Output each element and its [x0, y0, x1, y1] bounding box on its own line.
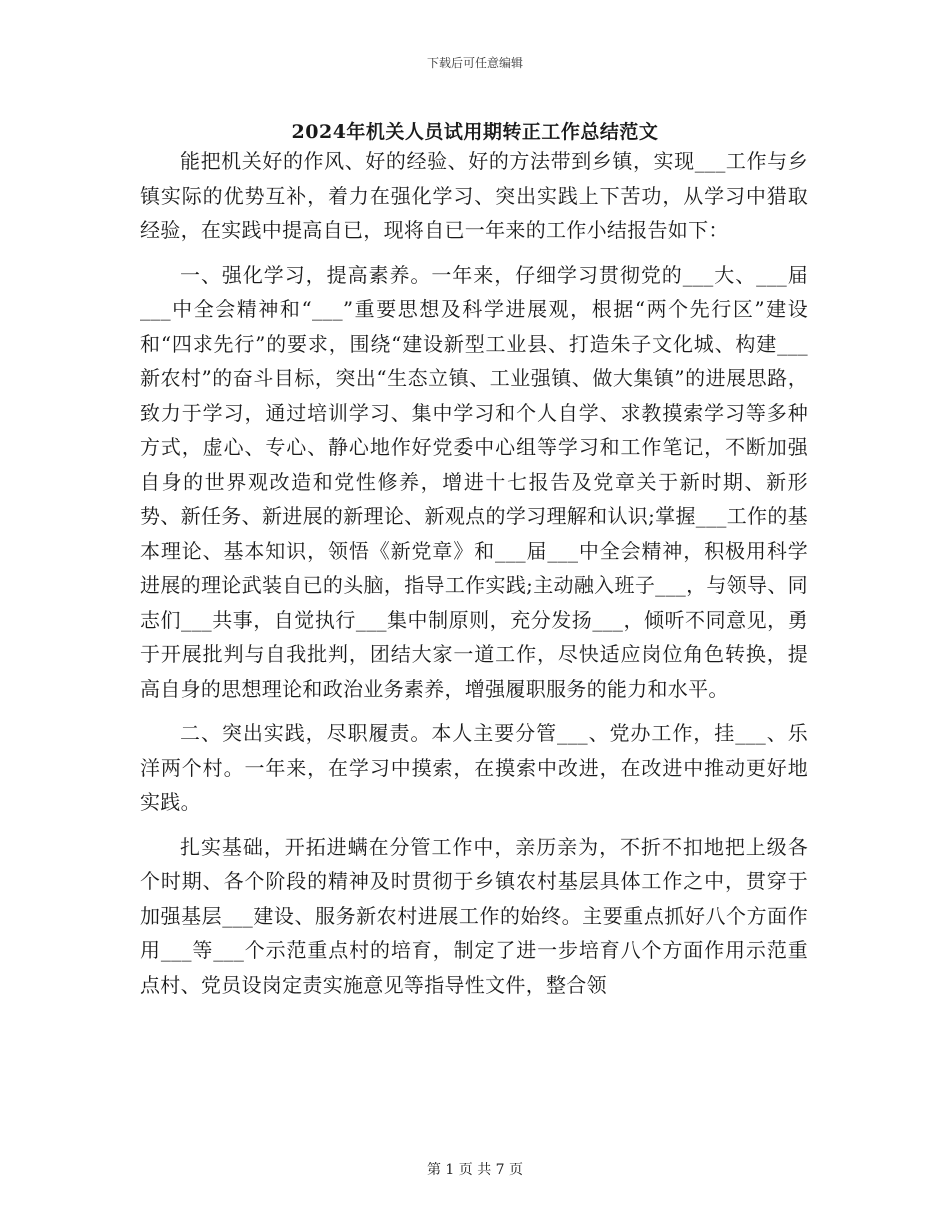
document-body: [140, 144, 808, 1002]
paragraph-section-one: 一、强化学习，提高素养。一年来，仔细学习贯彻党的___大、___届___中全会精神和“___”重要思想及科学进展观，根据“两个先行区”建设和“四求先行”的要求，围绕“建设新型工业县、打造朱子文化城、构建___新农村”的奋斗目标，突出“生态立镇、工业强镇、做大集镇”的进展思路，致力于学习，通过培训学习、集中学习和个人自学、求教摸索学习等多种方式，虚心、专心、静心地作好党委中心组等学习和工作笔记，不断加强自身的世界观改造和党性修养，增进十七报告及党章关于新时期、新形势、新任务、新进展的新理论、新观点的学习理解和认识;掌握___工作的基本理论、基本知识，领悟《新党章》和___届___中全会精神，积极用科学进展的理论武装自已的头脑，指导工作实践;主动融入班子___，与领导、同志们___共事，自觉执行___集中制原则，充分发扬___，倾听不同意见，勇于开展批判与自我批判，团结大家一道工作，尽快适应岗位角色转换，提高自身的思想理论和政治业务素养，增强履职服务的能力和水平。: [140, 262, 808, 701]
page-number: 第 1 页 共 7 页: [426, 1162, 524, 1178]
paragraph-foundation: 扎实基础，开拓进螨在分管工作中，亲历亲为，不折不扣地把上级各个时期、各个阶段的精神及时贯彻于乡镇农村基层具体工作之中，贯穿于加强基层___建设、服务新农村进展工作的始终。主要重点抓好八个方面作用___等___个示范重点村的培育，制定了进一步培育八个方面作用示范重点村、党员设岗定责实施意见等指导性文件，整合领: [140, 834, 808, 997]
document-title: 2024年机关人员试用期转正工作总结范文: [291, 121, 659, 143]
header-note: 下载后可任意编辑: [426, 56, 523, 70]
paragraph-section-two: 二、突出实践，尽职履责。本人主要分管___、党办工作，挂___、乐洋两个村。一年来，在学习中摸索，在摸索中改进，在改进中推动更好地实践。: [140, 721, 808, 814]
paragraph-intro: 能把机关好的作风、好的经验、好的方法带到乡镇，实现___工作与乡镇实际的优势互补，着力在强化学习、突出实践上下苦功，从学习中猎取经验，在实践中提高自已，现将自已一年来的工作小结报告如下：: [140, 149, 808, 242]
